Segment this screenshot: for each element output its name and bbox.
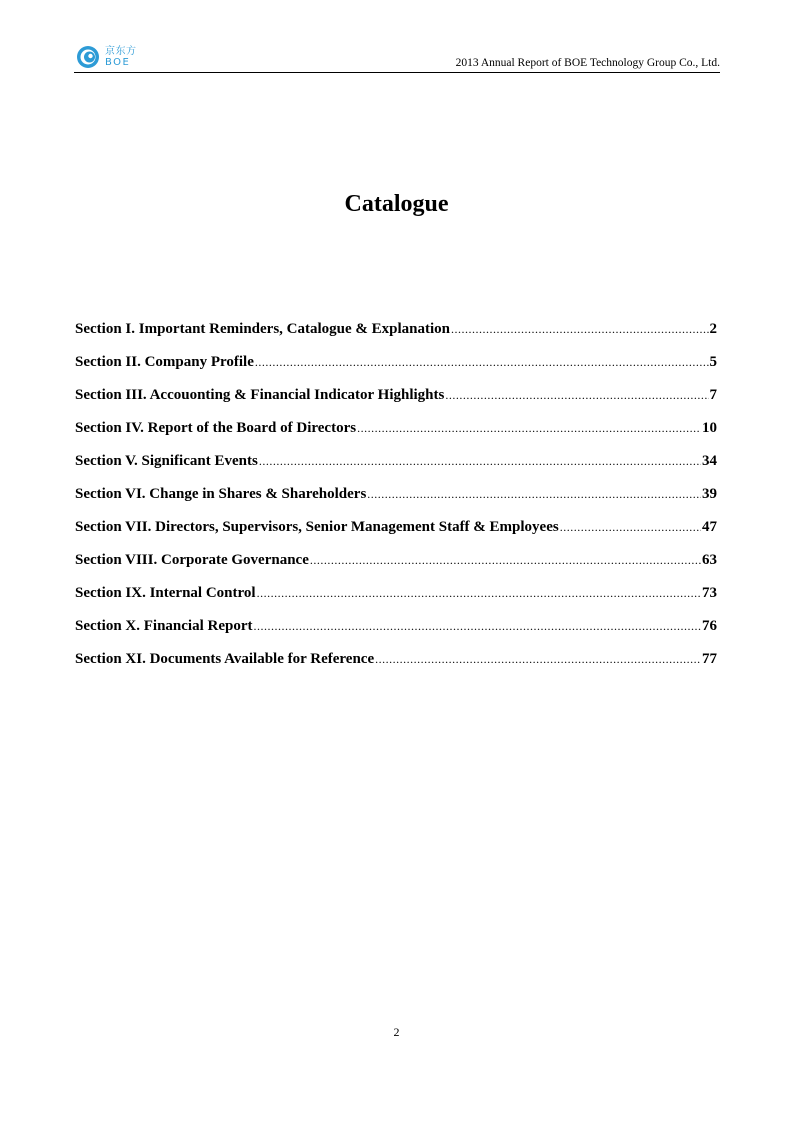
header-title: 2013 Annual Report of BOE Technology Group Co., Ltd. [455, 57, 720, 69]
toc-entry[interactable] [75, 351, 717, 384]
toc-entry[interactable] [75, 384, 717, 417]
toc-entry-label: Section VII. Directors, Supervisors, Senior Management Staff & Employees [75, 519, 559, 535]
toc-entry-page: 73 [702, 585, 717, 601]
toc-entry-label: Section X. Financial Report [75, 618, 253, 634]
toc-entry-page: 2 [709, 321, 717, 337]
toc-entry-page: 10 [702, 420, 717, 436]
table-of-contents [75, 318, 717, 681]
toc-entry-label: Section II. Company Profile [75, 354, 254, 370]
toc-entry-label: Section VI. Change in Shares & Shareholders [75, 486, 367, 502]
toc-entry[interactable] [75, 450, 717, 483]
page-number: 2 [393, 1025, 400, 1039]
page-header [74, 42, 720, 73]
boe-logo-icon [76, 45, 100, 69]
toc-dot-leader [445, 384, 708, 406]
toc-dot-leader [357, 417, 701, 439]
toc-entry-page: 39 [702, 486, 717, 502]
toc-entry-label: Section V. Significant Events [75, 453, 258, 469]
toc-entry-page: 7 [709, 387, 717, 403]
toc-entry-page: 76 [702, 618, 717, 634]
toc-entry-label: Section I. Important Reminders, Catalogue & Explanation [75, 321, 451, 337]
toc-entry[interactable] [75, 615, 717, 648]
toc-dot-leader [257, 582, 701, 604]
toc-entry-label: Section IX. Internal Control [75, 585, 256, 601]
toc-dot-leader [259, 450, 701, 472]
logo-english-text: BOE [105, 57, 131, 68]
toc-entry[interactable] [75, 318, 717, 351]
toc-dot-leader [451, 318, 708, 340]
page-title: Catalogue [344, 191, 449, 217]
toc-entry-page: 63 [702, 552, 717, 568]
boe-logo [76, 45, 146, 69]
toc-entry-label: Section IV. Report of the Board of Directors [75, 420, 357, 436]
toc-dot-leader [375, 648, 701, 670]
toc-entry-page: 77 [702, 651, 717, 667]
toc-entry[interactable] [75, 582, 717, 615]
toc-entry[interactable] [75, 483, 717, 516]
toc-entry-label: Section VIII. Corporate Governance [75, 552, 309, 568]
toc-dot-leader [367, 483, 701, 505]
toc-dot-leader [255, 351, 709, 373]
toc-entry[interactable] [75, 417, 717, 450]
toc-dot-leader [254, 615, 702, 637]
toc-entry-page: 47 [702, 519, 717, 535]
toc-entry[interactable] [75, 516, 717, 549]
toc-dot-leader [560, 516, 701, 538]
toc-entry-label: Section III. Accouonting & Financial Indicator Highlights [75, 387, 445, 403]
toc-entry-page: 34 [702, 453, 717, 469]
toc-dot-leader [310, 549, 701, 571]
toc-entry[interactable] [75, 549, 717, 582]
toc-entry-label: Section XI. Documents Available for Reference [75, 651, 375, 667]
logo-chinese-text: 京东方 [105, 46, 137, 57]
toc-entry[interactable] [75, 648, 717, 681]
toc-entry-page: 5 [709, 354, 717, 370]
